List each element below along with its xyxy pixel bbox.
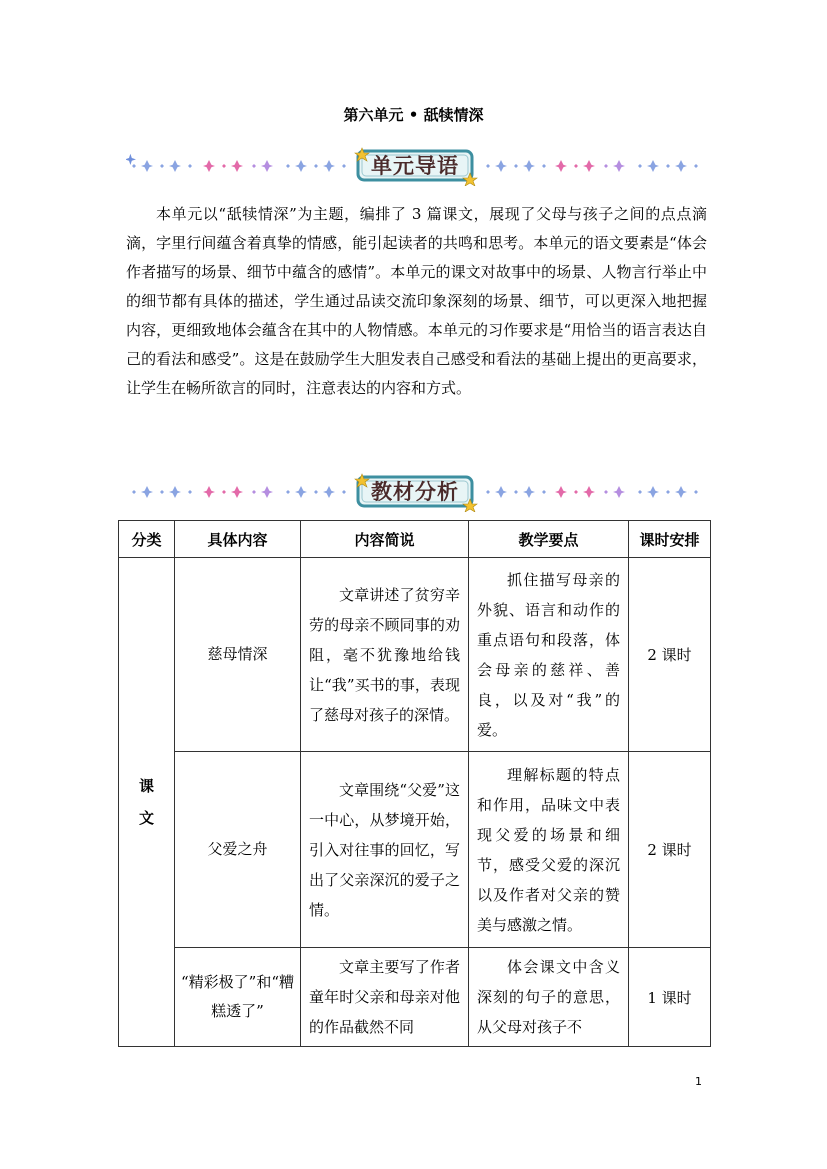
page-number-text: 1 (695, 1075, 702, 1088)
section-banner-intro (126, 146, 706, 186)
lesson-points: 理解标题的特点和作用，品味文中表现父爱的场景和细节，感受父爱的深沉以及作者对父亲的赞美与感激之情。 (469, 752, 629, 948)
lesson-name: 父爱之舟 (175, 752, 301, 948)
table-row (119, 948, 711, 1047)
page-title: 第六单元 • 舐犊情深 (343, 106, 484, 124)
header-summary: 内容简说 (301, 521, 469, 558)
section-banner-analysis (126, 472, 706, 512)
lesson-name: 慈母情深 (175, 558, 301, 752)
category-cell (119, 558, 175, 1047)
lesson-hours: 1 课时 (629, 948, 711, 1047)
table-row (119, 752, 711, 948)
intro-paragraph: 本单元以“舐犊情深”为主题，编排了 3 篇课文，展现了父母与孩子之间的点点滴滴，字里行间蕴含着真挚的情感，能引起读者的共鸣和思考。本单元的语文要素是“体会作者描写的场景、细节中蕴含的感情”。本单元的课文对故事中的场景、人物言行举止中的细节都有具体的描述，学生通过品读交流印象深刻的场景、细节，可以更深入地把握内容，更细致地体会蕴含在其中的人物情感。本单元的习作要求是“用恰当的语言表达自己的看法和感受”。这是在鼓励学生大胆发表自己感受和看法的基础上提出的更高要求，让学生在畅所欲言的同时，注意表达的内容和方式。 (126, 205, 707, 397)
section-title-intro: 单元导语 (371, 153, 459, 178)
header-content: 具体内容 (175, 521, 301, 558)
lesson-points: 抓住描写母亲的外貌、语言和动作的重点语句和段落，体会母亲的慈祥、善良，以及对“我”的爱。 (469, 558, 629, 752)
table-row (119, 558, 711, 752)
header-points: 教学要点 (469, 521, 629, 558)
section-title-analysis: 教材分析 (371, 479, 459, 504)
category-label: 课文 (138, 777, 154, 827)
lesson-summary: 文章主要写了作者童年时父亲和母亲对他的作品截然不同 (301, 948, 469, 1047)
lesson-points: 体会课文中含义深刻的句子的意思，从父母对孩子不 (469, 948, 629, 1047)
analysis-table (118, 520, 711, 1047)
header-hours: 课时安排 (629, 521, 711, 558)
table-header-row (119, 521, 711, 558)
lesson-hours: 2 课时 (629, 752, 711, 948)
lesson-summary: 文章讲述了贫穷辛劳的母亲不顾同事的劝阻，毫不犹豫地给钱让“我”买书的事，表现了慈母对孩子的深情。 (301, 558, 469, 752)
lesson-summary: 文章围绕“父爱”这一中心，从梦境开始，引入对往事的回忆，写出了父亲深沉的爱子之情。 (301, 752, 469, 948)
lesson-name: “精彩极了”和“糟糕透了” (175, 948, 301, 1047)
lesson-hours: 2 课时 (629, 558, 711, 752)
header-category: 分类 (119, 521, 175, 558)
